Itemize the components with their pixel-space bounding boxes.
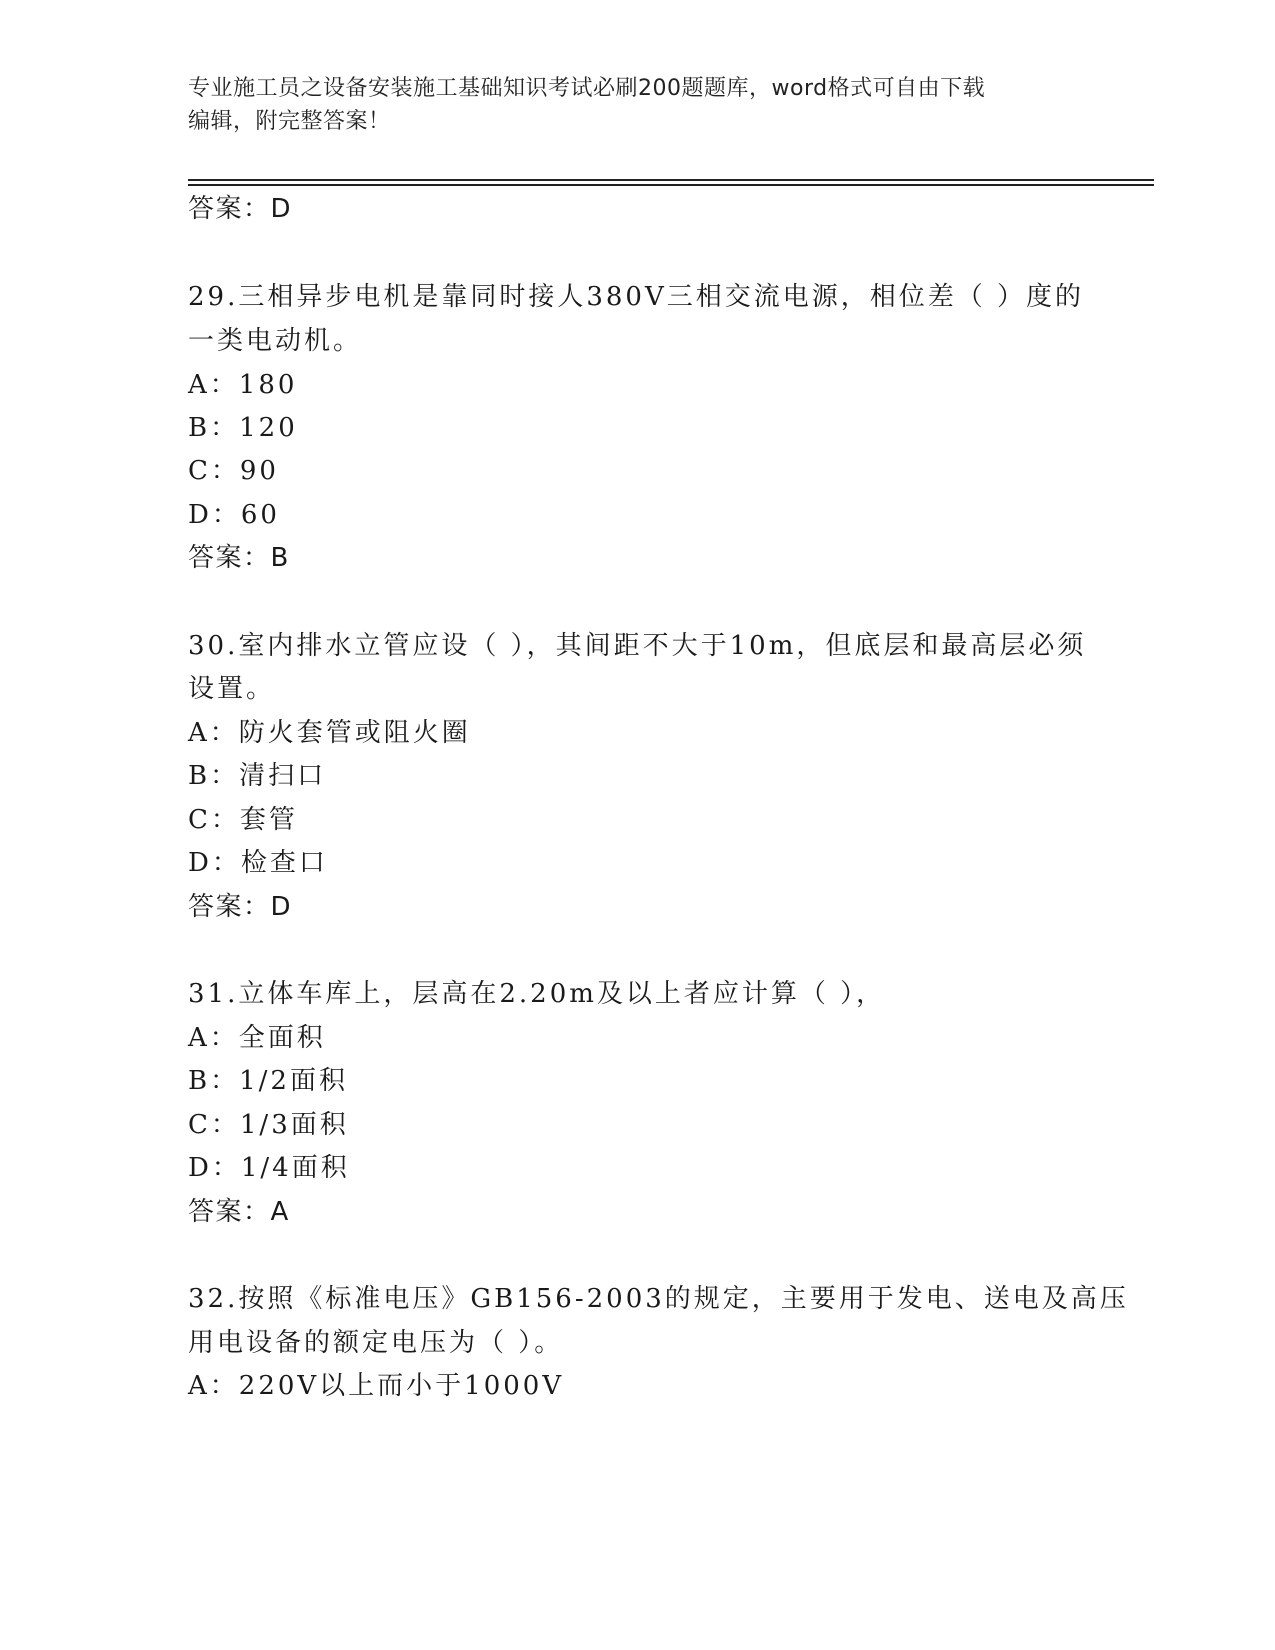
- q29-stem-line-1: 29.三相异步电机是靠同时接人380V三相交流电源，相位差（ ）度的: [188, 282, 1085, 312]
- q29-answer: 答案：B: [188, 543, 290, 573]
- q30-option-d: D：检查口: [188, 848, 328, 878]
- q31-answer: 答案：A: [188, 1197, 290, 1227]
- q31-option-d: D：1/4面积: [188, 1153, 350, 1183]
- document-header: [188, 72, 1088, 138]
- q29-option-c: C：90: [188, 456, 279, 486]
- q29-option-b: B：120: [188, 413, 298, 443]
- q30-option-c: C：套管: [188, 805, 298, 835]
- q31-stem-line-1: 31.立体车库上，层高在2.20m及以上者应计算（ ），: [188, 979, 886, 1009]
- header-line-2: 编辑，附完整答案！: [188, 109, 391, 134]
- q31-option-c: C：1/3面积: [188, 1110, 349, 1140]
- q30-option-b: B：清扫口: [188, 761, 327, 791]
- q29-option-a: A：180: [188, 370, 298, 400]
- q30-answer: 答案：D: [188, 892, 293, 922]
- q32-option-a: A：220V以上而小于1000V: [188, 1371, 565, 1401]
- header-line-1: 专业施工员之设备安装施工基础知识考试必刷200题题库，word格式可自由下载: [188, 76, 986, 101]
- q30-stem-line-1: 30.室内排水立管应设（ ），其间距不大于10m，但底层和最高层必须: [188, 631, 1087, 661]
- q29-stem-line-2: 一类电动机。: [188, 326, 363, 356]
- header-divider-top: [188, 179, 1154, 181]
- q30-option-a: A：防火套管或阻火圈: [188, 718, 471, 748]
- q29-option-d: D：60: [188, 500, 280, 530]
- header-divider-bottom: [188, 184, 1154, 186]
- q32-stem-line-2: 用电设备的额定电压为（ ）。: [188, 1328, 564, 1358]
- q30-stem-line-2: 设置。: [188, 674, 276, 704]
- q28-answer: 答案：D: [188, 194, 293, 224]
- q31-option-a: A：全面积: [188, 1023, 326, 1053]
- q31-option-b: B：1/2面积: [188, 1066, 348, 1096]
- q32-stem-line-1: 32.按照《标准电压》GB156-2003的规定，主要用于发电、送电及高压: [188, 1284, 1129, 1314]
